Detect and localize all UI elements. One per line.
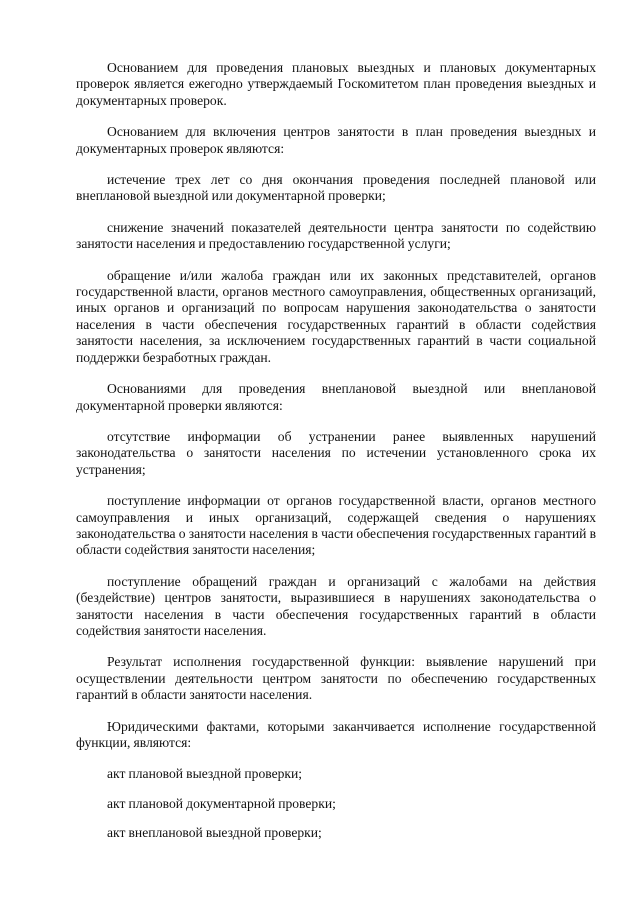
paragraph-planned-inspections-basis: Основанием для проведения плановых выездных и плановых документарных проверок является ежегодно утверждаемый Госкомитетом план проведения выездных и документарных проверок. (76, 60, 596, 108)
paragraph-unplanned-inspections-basis: Основаниями для проведения внеплановой выездной или внеплановой документарной проверки являются: (76, 381, 596, 413)
list-item-planned-onsite-act: акт плановой выездной проверки; (107, 766, 303, 782)
paragraph-legal-facts: Юридическими фактами, которыми заканчивается исполнение государственной функции, являются: (76, 718, 596, 750)
paragraph-citizen-appeals: поступление обращений граждан и организаций с жалобами на действия (бездействие) центров занятости, выразившиеся в нарушениях законодательства о занятости населения в части обеспечения государственных гарантий в области содействия занятости населения. (76, 573, 596, 638)
paragraph-three-years-expiry: истечение трех лет со дня окончания проведения последней плановой или внеплановой выездной или документарной проверки; (76, 172, 596, 204)
paragraph-no-elimination-info: отсутствие информации об устранении ранее выявленных нарушений законодательства о занятости населения по истечении установленного срока их устранения; (76, 428, 596, 477)
paragraph-complaints: обращение и/или жалоба граждан или их законных представителей, органов государственной власти, органов местного самоуправления, общественных организаций, иных органов и организаций по вопросам нарушения законодательства о занятости населения в части обеспечения государственных гарантий в области содействия занятости населения, за исключением государственных гарантий в части социальной поддержки безработных граждан. (76, 267, 596, 365)
paragraph-indicators-decrease: снижение значений показателей деятельности центра занятости по содействию занятости населения и предоставлению государственной услуги; (76, 219, 596, 252)
list-item-unplanned-onsite-act: акт внеплановой выездной проверки; (107, 825, 322, 841)
paragraph-authorities-info: поступление информации от органов государственной власти, органов местного самоуправления и иных организаций, содержащей сведения о нарушениях законодательства о занятости населения в части обеспечения государственных гарантий в области содействия занятости населения; (76, 493, 596, 558)
document-page (76, 60, 596, 855)
list-item-planned-documentary-act: акт плановой документарной проверки; (107, 795, 336, 811)
paragraph-inclusion-basis: Основанием для включения центров занятости в план проведения выездных и документарных проверок являются: (76, 124, 596, 156)
paragraph-function-result: Результат исполнения государственной функции: выявление нарушений при осуществлении деятельности центром занятости по обеспечению государственных гарантий в области занятости населения. (76, 654, 596, 703)
